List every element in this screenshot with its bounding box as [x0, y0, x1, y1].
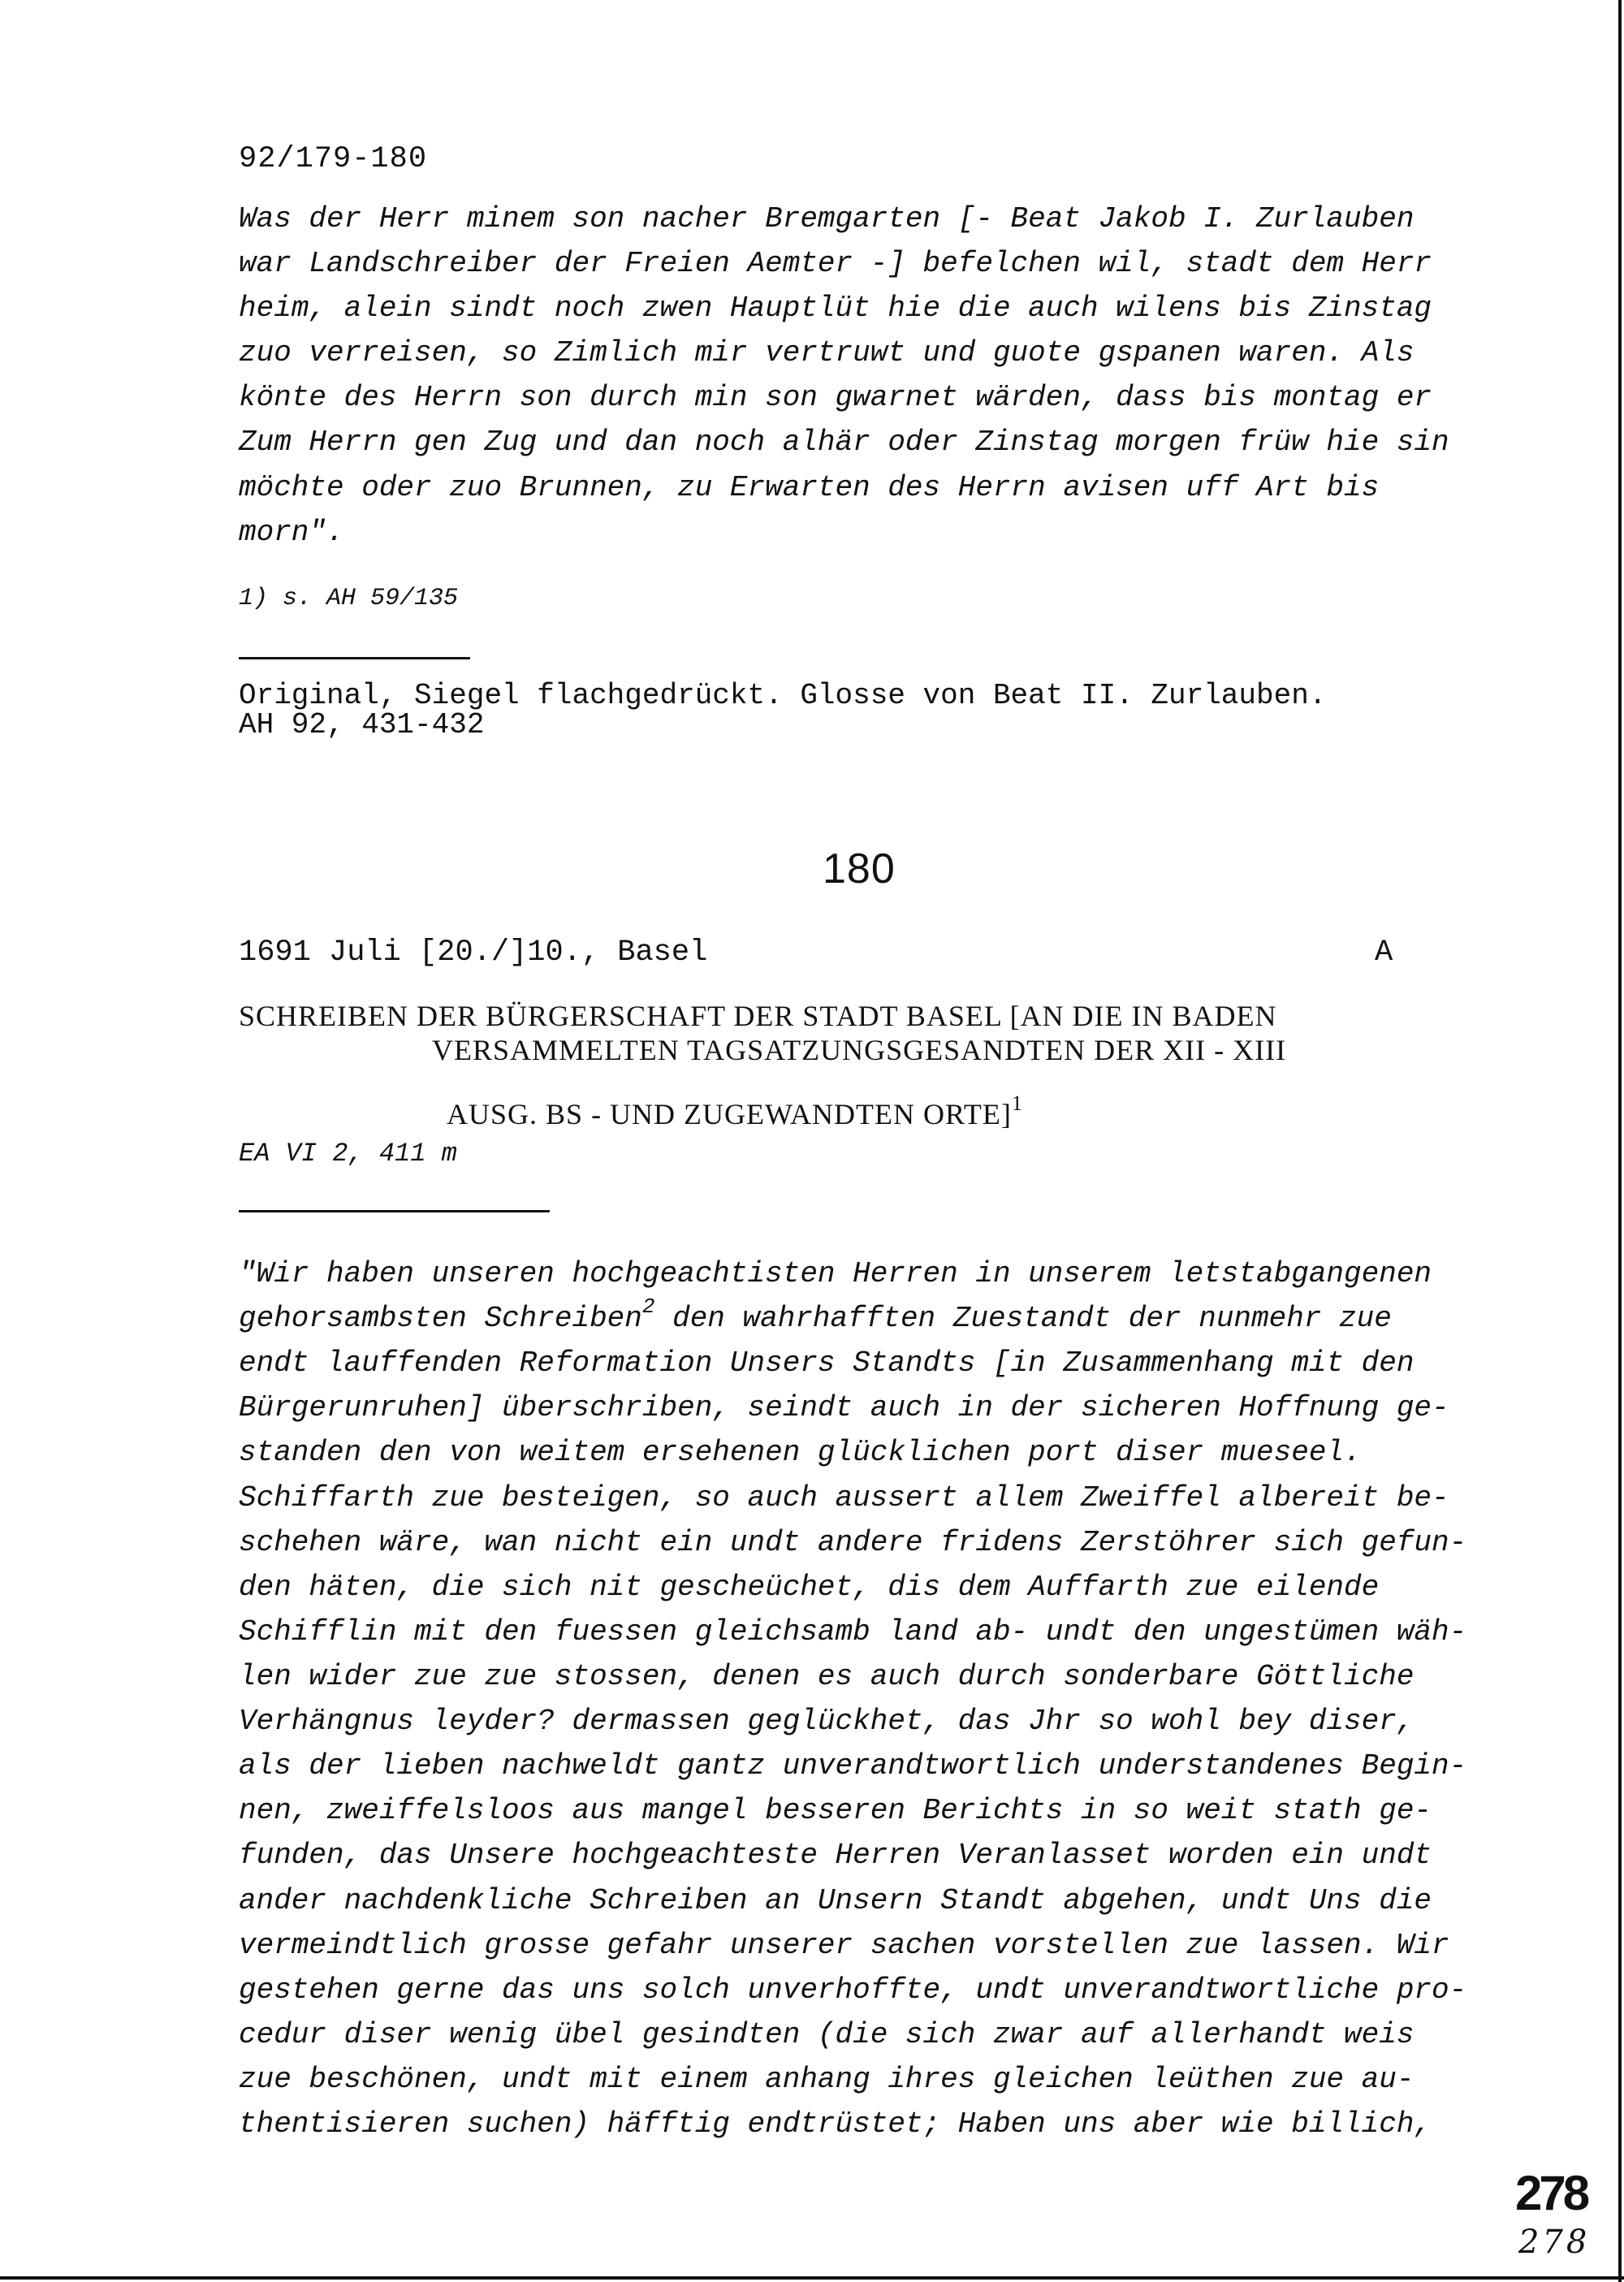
text-line: Schiffarth zue besteigen, so auch aussert allem Zweiffel albereit be- — [239, 1481, 1449, 1515]
entry-title-line: VERSAMMELTEN TAGSATZUNGSGESANDTEN DER XII - XIII — [432, 1034, 1287, 1066]
page-border-right — [1618, 0, 1622, 2282]
source-note-line: Original, Siegel flachgedrückt. Glosse von Beat II. Zurlauben. — [239, 679, 1327, 712]
text-line: war Landschreiber der Freien Aemter -] befelchen wil, stadt dem Herr — [239, 247, 1432, 280]
entry-divider — [239, 1210, 550, 1212]
text-line: funden, das Unsere hochgeachteste Herren Veranlasset worden ein undt — [239, 1839, 1432, 1872]
text-line: Zum Herrn gen Zug und dan noch alhär oder Zinstag morgen früw hie sin — [239, 426, 1449, 459]
text-line: Schifflin mit den fuessen gleichsamb land ab- undt den ungestümen wäh- — [239, 1615, 1467, 1649]
footnote-divider — [239, 657, 470, 659]
entry-reference: EA VI 2, 411 m — [239, 1139, 457, 1169]
entry-number: 180 — [823, 845, 896, 892]
text-line: zuo verreisen, so Zimlich mir vertruwt und guote gspanen waren. Als — [239, 336, 1415, 370]
text-line: zue beschönen, undt mit einem anhang ihres gleichen leüthen zue au- — [239, 2063, 1415, 2096]
text-line: thentisieren suchen) häfftig endtrüstet; Haben uns aber wie billich, — [239, 2107, 1432, 2141]
text-line: Verhängnus leyder? dermassen geglückhet, das Jhr so wohl bey diser, — [239, 1705, 1415, 1738]
text-segment: gehorsambsten Schreiben — [239, 1302, 642, 1335]
text-line: könte des Herrn son durch min son gwarnet wärden, dass bis montag er — [239, 381, 1432, 414]
entry-title-line: SCHREIBEN DER BÜRGERSCHAFT DER STADT BASEL [AN DIE IN BADEN — [239, 1000, 1277, 1032]
text-line: nen, zweiffelsloos aus mangel besseren Berichts in so weit stath ge- — [239, 1794, 1432, 1827]
text-line: morn". — [239, 516, 344, 549]
entry-title-line-last — [432, 1070, 1023, 1129]
text-line: als der lieben nachweldt gantz unverandtwortlich understandenes Begin- — [239, 1749, 1467, 1783]
text-line: den häten, die sich nit gescheüchet, dis dem Auffarth zue eilende — [239, 1571, 1380, 1604]
page-border-bottom — [0, 2276, 1624, 2280]
footnote: 1) s. AH 59/135 — [239, 585, 459, 612]
text-line: möchte oder zuo Brunnen, zu Erwarten des Herrn avisen uff Art bis — [239, 471, 1380, 504]
text-line: endt lauffenden Reformation Unsers Standts [in Zusammenhang mit den — [239, 1346, 1415, 1380]
entry-label: A — [1375, 936, 1393, 970]
page-number-handwritten: 278 — [1518, 2224, 1591, 2261]
text-line: ander nachdenkliche Schreiben an Unsern Standt abgehen, undt Uns die — [239, 1884, 1432, 1917]
entry-title-text: AUSG. BS - UND ZUGEWANDTEN ORTE] — [447, 1098, 1012, 1130]
text-line: "Wir haben unseren hochgeachtisten Herren in unserem letstabgangenen — [239, 1257, 1432, 1290]
text-line: gestehen gerne das uns solch unverhoffte, undt unverandtwortliche pro- — [239, 1973, 1467, 2007]
text-line: cedur diser wenig übel gesindten (die sich zwar auf allerhandt weis — [239, 2018, 1415, 2051]
entry-date-place: 1691 Juli [20./]10., Basel — [239, 936, 708, 970]
text-line: standen den von weitem ersehenen glücklichen port diser mueseel. — [239, 1436, 1362, 1469]
text-line: heim, alein sindt noch zwen Hauptlüt hie die auch wilens bis Zinstag — [239, 292, 1432, 325]
page-number-stamp: 278 — [1515, 2166, 1587, 2220]
document-reference: 92/179-180 — [239, 142, 428, 176]
text-line: vermeindtlich grosse gefahr unserer sachen vorstellen zue lassen. Wir — [239, 1929, 1449, 1962]
source-note-line: AH 92, 431-432 — [239, 708, 485, 741]
text-line: Was der Herr minem son nacher Bremgarten [- Beat Jakob I. Zurlauben — [239, 202, 1415, 236]
text-line: Bürgerunruhen] überschriben, seindt auch in der sicheren Hoffnung ge- — [239, 1391, 1449, 1424]
text-line: schehen wäre, wan nicht ein undt andere fridens Zerstöhrer sich gefun- — [239, 1526, 1467, 1559]
text-segment: den wahrhafften Zuestandt der nunmehr zue — [654, 1302, 1392, 1335]
text-line-with-note — [239, 1294, 1392, 1335]
text-line: len wider zue zue stossen, denen es auch durch sonderbare Göttliche — [239, 1660, 1415, 1693]
footnote-marker: 2 — [641, 1294, 655, 1319]
footnote-marker: 1 — [1011, 1091, 1023, 1115]
